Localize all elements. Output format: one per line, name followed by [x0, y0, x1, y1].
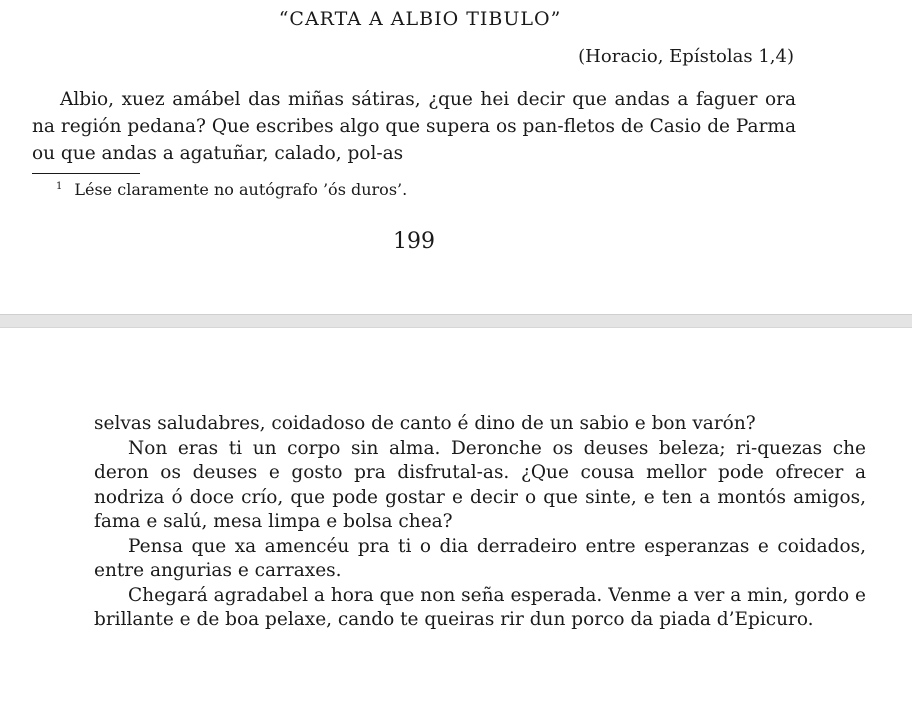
body-paragraph: selvas saludabres, coidadoso de canto é dino de un sabio e bon varón?	[94, 413, 756, 434]
body-paragraph: Non eras ti un corpo sin alma. Deronche os deuses beleza; ri-quezas che deron os deuses e gosto pra disfrutal-as. ¿Que cousa mellor pode ofrecer a nodriza ó doce crío, que pode gostar e decir o que sinte, e ten a montós amigos, fama e salú, mesa limpa e bolsa chea?	[94, 437, 866, 532]
footnote-marker: 1	[56, 181, 63, 192]
footnote-rule	[32, 173, 140, 174]
poem-title: “CARTA A ALBIO TIBULO”	[278, 8, 562, 30]
body-paragraph: Pensa que xa amencéu pra ti o dia derradeiro entre esperanzas e coidados, entre angurias e carraxes.	[94, 535, 866, 581]
source-citation: (Horacio, Epístolas 1,4)	[578, 46, 794, 67]
page-divider	[0, 314, 912, 328]
lower-page	[0, 328, 912, 717]
body-paragraph: Chegará agradabel a hora que non seña esperada. Venme a ver a min, gordo e brillante e de boa pelaxe, cando te queiras rir dun porco da piada d’Epicuro.	[94, 584, 866, 630]
page-number: 199	[393, 229, 435, 254]
footnote	[56, 180, 407, 199]
upper-page	[0, 0, 912, 314]
body-text	[94, 412, 866, 633]
footnote-text: Lése claramente no autógrafo ’ós duros’.	[74, 180, 408, 199]
body-paragraph: Albio, xuez amábel das miñas sátiras, ¿que hei decir que andas a faguer ora na región pedana? Que escribes algo que supera os pan-fletos de Casio de Parma ou que andas a agatuñar, calado, pol-as	[32, 89, 796, 164]
